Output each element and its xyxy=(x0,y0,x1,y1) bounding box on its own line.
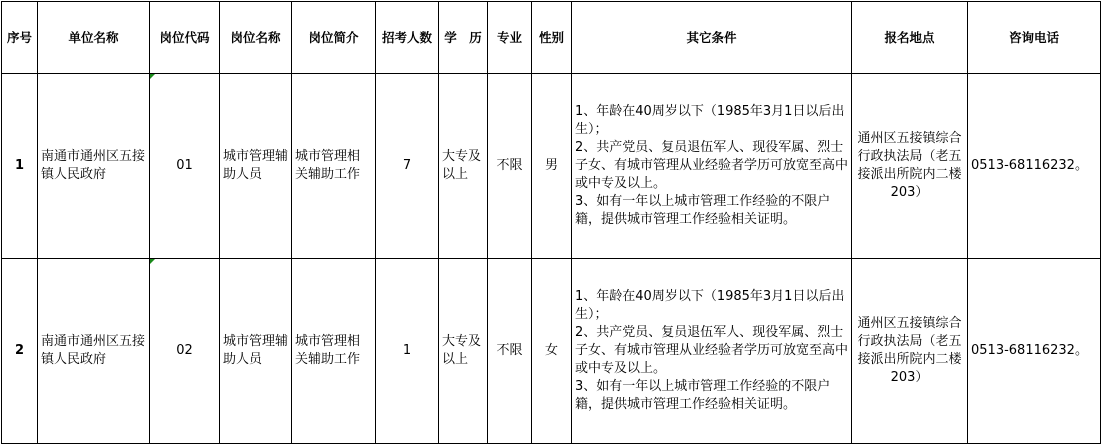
header-row xyxy=(2,2,1101,74)
table-row xyxy=(2,259,1101,444)
table-row xyxy=(2,74,1101,259)
header-location: 报名地点 xyxy=(852,2,968,74)
row-major: 不限 xyxy=(488,74,532,259)
header-unit: 单位名称 xyxy=(38,2,150,74)
header-gender: 性别 xyxy=(532,2,572,74)
row-gender: 女 xyxy=(532,259,572,444)
row-unit: 南通市通州区五接镇人民政府 xyxy=(38,74,150,259)
row-seq: 2 xyxy=(2,259,38,444)
header-major: 专业 xyxy=(488,2,532,74)
header-other: 其它条件 xyxy=(572,2,852,74)
row-edu: 大专及以上 xyxy=(439,259,488,444)
row-major: 不限 xyxy=(488,259,532,444)
header-phone: 咨询电话 xyxy=(968,2,1101,74)
row-position: 城市管理辅助人员 xyxy=(220,74,292,259)
row-edu: 大专及以上 xyxy=(439,74,488,259)
row-gender: 男 xyxy=(532,74,572,259)
row-other-conditions: 1、年龄在40周岁以下（1985年3月1日以后出生）； 2、共产党员、复员退伍军人、现役军属、烈士子女、有城市管理从业经验者学历可放宽至高中或中专及以上。 3、如有一年以上城市管理工作经验的不限户籍，提供城市管理工作经验相关证明。 xyxy=(572,74,852,259)
row-count: 1 xyxy=(376,259,439,444)
row-location: 通州区五接镇综合行政执法局（老五接派出所院内二楼203） xyxy=(852,259,968,444)
row-count: 7 xyxy=(376,74,439,259)
row-intro: 城市管理相关辅助工作 xyxy=(292,74,376,259)
header-intro: 岗位简介 xyxy=(292,2,376,74)
row-phone: 0513-68116232。 xyxy=(968,74,1101,259)
recruitment-table xyxy=(1,1,1101,444)
header-seq: 序号 xyxy=(2,2,38,74)
row-intro: 城市管理相关辅助工作 xyxy=(292,259,376,444)
row-code: 01 xyxy=(150,74,220,259)
row-code: 02 xyxy=(150,259,220,444)
header-position: 岗位名称 xyxy=(220,2,292,74)
row-other-conditions: 1、年龄在40周岁以下（1985年3月1日以后出生）； 2、共产党员、复员退伍军人、现役军属、烈士子女、有城市管理从业经验者学历可放宽至高中或中专及以上。 3、如有一年以上城市管理工作经验的不限户籍，提供城市管理工作经验相关证明。 xyxy=(572,259,852,444)
row-position: 城市管理辅助人员 xyxy=(220,259,292,444)
row-location: 通州区五接镇综合行政执法局（老五接派出所院内二楼203） xyxy=(852,74,968,259)
row-phone: 0513-68116232。 xyxy=(968,259,1101,444)
row-unit: 南通市通州区五接镇人民政府 xyxy=(38,259,150,444)
header-edu: 学 历 xyxy=(439,2,488,74)
row-seq: 1 xyxy=(2,74,38,259)
header-code: 岗位代码 xyxy=(150,2,220,74)
header-count: 招考人数 xyxy=(376,2,439,74)
